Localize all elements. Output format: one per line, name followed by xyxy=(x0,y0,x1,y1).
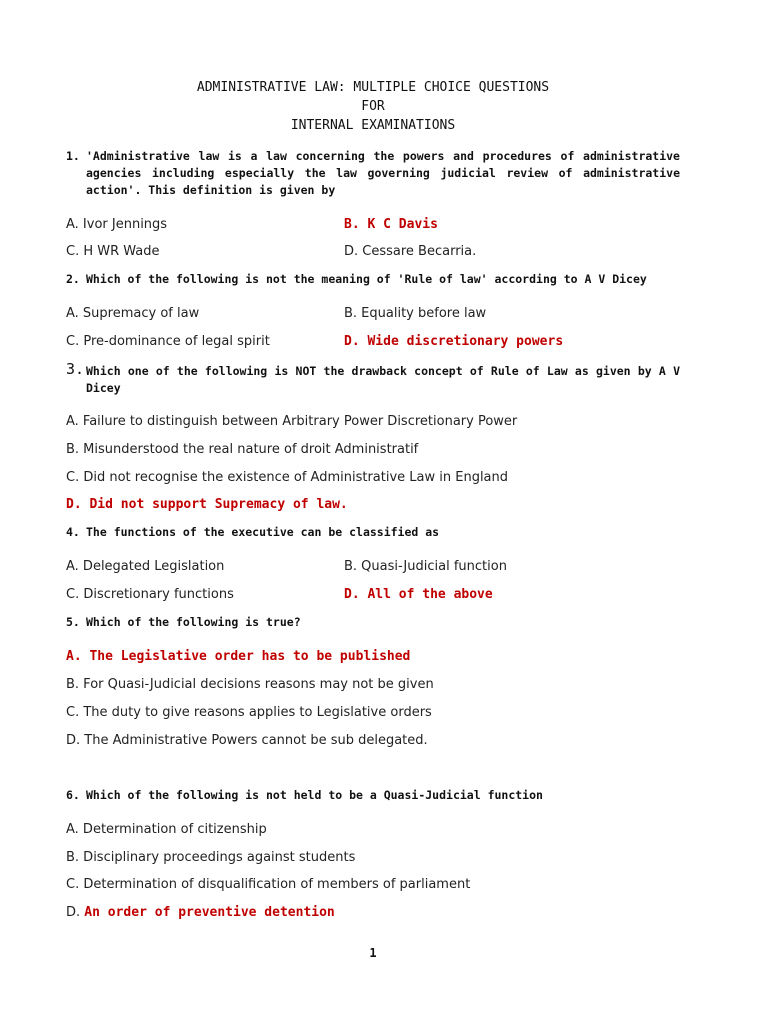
question-5-option-d: D. The Administrative Powers cannot be sub delegated. xyxy=(66,733,428,748)
question-2-option-c: C. Pre-dominance of legal spirit xyxy=(66,334,270,349)
question-6-option-d-text: An order of preventive detention xyxy=(84,905,335,920)
question-2-option-d-answer: D. Wide discretionary powers xyxy=(344,334,564,349)
question-5-option-c: C. The duty to give reasons applies to Legislative orders xyxy=(66,705,432,720)
question-3-option-d-answer: D. Did not support Supremacy of law. xyxy=(66,497,348,512)
question-4-option-b: B. Quasi-Judicial function xyxy=(344,559,507,574)
document-title-line1: ADMINISTRATIVE LAW: MULTIPLE CHOICE QUESTIONS xyxy=(196,80,550,95)
question-3-option-a: A. Failure to distinguish between Arbitrary Power Discretionary Power xyxy=(66,414,518,429)
question-4-option-d-answer: D. All of the above xyxy=(344,587,493,602)
question-1-option-a: A. Ivor Jennings xyxy=(66,217,168,232)
question-1-option-c: C. H WR Wade xyxy=(66,244,160,259)
question-3-option-c: C. Did not recognise the existence of Administrative Law in England xyxy=(66,470,509,485)
question-6-option-d-prefix: D. xyxy=(66,905,81,920)
question-6-option-a: A. Determination of citizenship xyxy=(66,822,267,837)
question-4-option-c: C. Discretionary functions xyxy=(66,587,234,602)
question-4-text: The functions of the executive can be classified as xyxy=(86,525,440,539)
question-2-text: Which of the following is not the meaning of 'Rule of law' according to A V Dicey xyxy=(86,272,647,286)
question-2-option-a: A. Supremacy of law xyxy=(66,306,200,321)
question-3-number: 3. xyxy=(66,360,85,378)
question-1-number: 1. xyxy=(66,149,80,163)
question-4-number: 4. xyxy=(66,525,80,539)
question-1-option-d: D. Cessare Becarria. xyxy=(344,244,477,259)
document-title-line2: FOR xyxy=(361,99,385,114)
question-5-text: Which of the following is true? xyxy=(86,615,301,629)
question-6-option-b: B. Disciplinary proceedings against students xyxy=(66,850,356,865)
question-3-option-b: B. Misunderstood the real nature of droit Administratif xyxy=(66,442,419,457)
question-3-text: Which one of the following is NOT the drawback concept of Rule of Law as given by A V Dicey xyxy=(86,364,680,395)
question-1-text: 'Administrative law is a law concerning the powers and procedures of administrative agencies including especially the law governing judicial review of administrative action'. This definition is given by xyxy=(86,149,680,197)
question-5-option-a-answer: A. The Legislative order has to be published xyxy=(66,649,411,664)
question-5-number: 5. xyxy=(66,615,80,629)
question-6-option-c: C. Determination of disqualification of members of parliament xyxy=(66,877,471,892)
question-6-number: 6. xyxy=(66,788,80,802)
question-1-option-b-answer: B. K C Davis xyxy=(344,217,438,232)
question-2-number: 2. xyxy=(66,272,80,286)
document-title-line3: INTERNAL EXAMINATIONS xyxy=(290,118,456,133)
page-number: 1 xyxy=(369,946,377,960)
question-5-option-b: B. For Quasi-Judicial decisions reasons may not be given xyxy=(66,677,434,692)
question-6-text: Which of the following is not held to be a Quasi-Judicial function xyxy=(86,788,543,802)
question-2-option-b: B. Equality before law xyxy=(344,306,487,321)
question-6-option-d-answer xyxy=(66,904,335,922)
question-4-option-a: A. Delegated Legislation xyxy=(66,559,225,574)
